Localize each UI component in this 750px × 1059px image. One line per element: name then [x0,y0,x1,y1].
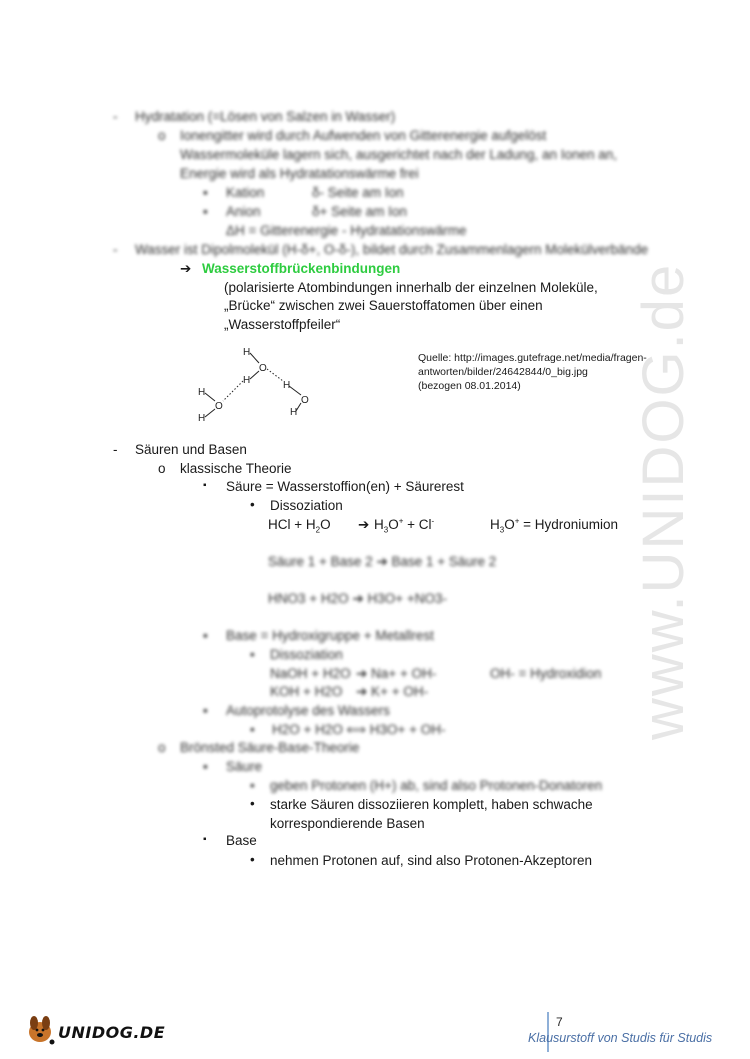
blurred-bullet: ▪ [203,759,208,774]
paw-icon [50,1040,55,1045]
strong-acids-line-1: starke Säuren dissoziieren komplett, haben schwache [270,797,593,812]
logo-text: UNIDOG.DE [58,1023,166,1042]
arrow-icon: ➔ [180,261,192,276]
blurred-mid-8: H2O + H2O ⟺ H3O+ + OH- [272,722,446,737]
blurred-bullet: - [113,109,118,124]
hbond-desc-2: „Brücke“ zwischen zwei Sauerstoffatomen über einen [224,298,543,313]
blurred-line-5a: Kation [226,185,265,200]
bond-line [205,409,215,417]
atom-o: O [259,363,267,374]
circle-bullet: o [158,461,166,476]
equation-left: HCl + $H_2O$ [268,517,331,535]
watermark: www.UNIDOG.de [631,262,696,740]
blurred-bullet: ▪ [203,703,208,718]
atom-h: H [243,347,251,358]
atom-h: H [198,413,206,424]
blurred-mid-2: HNO3 + H2O ➔ H3O+ +NO3- [268,591,447,606]
source-line-1: Quelle: http://images.gutefrage.net/media/fragen- [418,352,647,364]
footer-slogan: Klausurstoff von Studis für Studis [528,1031,713,1045]
blurred-mid-1: Säure 1 + Base 2 ➔ Base 1 + Säure 2 [268,554,497,569]
hbond-desc-1: (polarisierte Atombindungen innerhalb der einzelnen Moleküle, [224,280,598,295]
blurred-mid-9: Brönsted Säure-Base-Theorie [180,740,360,755]
blurred-bullet: ▪ [203,185,208,200]
blurred-bullet: ▪ [203,204,208,219]
blurred-mid-7: Autoprotolyse des Wassers [226,703,390,718]
equation-right: $H_3O^+ + Cl^-$ [374,516,435,535]
blurred-bullet: o [158,128,166,143]
hbond-title: Wasserstoffbrückenbindungen [202,261,401,276]
dot-bullet: • [250,852,255,867]
strong-acids-line-2: korrespondierende Basen [270,816,425,831]
square-bullet: ▪ [203,480,207,491]
hbond-dotted-line [223,381,243,401]
source-line-3: (bezogen 08.01.2014) [418,380,521,392]
dash-bullet: - [113,442,118,457]
hbond-dotted-line [267,369,283,381]
blurred-bullet: • [250,778,255,793]
hbond-desc-3: „Wasserstoffpfeiler“ [224,317,341,332]
blurred-line-2: Ionengitter wird durch Aufwenden von Gitterenergie aufgelöst [180,128,547,143]
blurred-line-7: ΔH = Gitterenergie - Hydratationswärme [226,223,467,238]
dot-bullet: • [250,497,255,512]
blurred-line-6b: δ+ Seite am Ion [312,204,407,219]
equation-arrow: ➔ [358,517,370,532]
blurred-bullet: o [158,740,166,755]
blurred-mid-11: geben Protonen (H+) ab, sind also Protonen-Donatoren [270,778,603,793]
atom-o: O [301,395,309,406]
bond-line [289,386,301,395]
bond-line [205,393,215,401]
blurred-bullet: • [250,722,255,737]
blurred-mid-4: Dissoziation [270,647,343,662]
bond-line [250,353,259,363]
blurred-mid-5c: OH- = Hydroxidion [490,666,602,681]
blurred-mid-6b: ➔ K+ + OH- [356,684,429,699]
blurred-line-4: Energie wird als Hydratationswärme frei [180,166,419,181]
square-bullet: ▪ [203,834,207,845]
blurred-mid-5b: ➔ Na+ + OH- [356,666,437,681]
blurred-line-6a: Anion [226,204,261,219]
atom-h: H [290,407,298,418]
source-line-2: antworten/bilder/24642844/0_big.jpg [418,366,588,378]
base-definition: nehmen Protonen auf, sind also Protonen-Akzeptoren [270,853,592,868]
water-hbond-diagram [195,343,325,428]
blurred-line-1: Hydratation (=Lösen von Salzen in Wasser) [135,109,396,124]
hydronium-definition: $H_3O^+$ = Hydroniumion [490,516,619,535]
atom-h: H [283,380,291,391]
atom-h: H [198,387,206,398]
page-number: 7 [556,1015,563,1029]
atom-o: O [215,401,223,412]
dissociation-label: Dissoziation [270,498,343,513]
blurred-bullet: ▪ [203,628,208,643]
blurred-mid-5a: NaOH + H2O [270,666,351,681]
blurred-bullet: - [113,242,118,257]
blurred-line-8: Wasser ist Dipolmolekül (H-δ+, O-δ-), bildet durch Zusammenlagern Molekülverbände [135,242,649,257]
blurred-mid-3: Base = Hydroxigruppe + Metallrest [226,628,434,643]
classic-theory: klassische Theorie [180,461,292,476]
bond-line [250,371,259,379]
acids-heading: Säuren und Basen [135,442,247,457]
blurred-line-5b: δ- Seite am Ion [312,185,404,200]
blurred-bullet: • [250,647,255,662]
acid-definition: Säure = Wasserstoffion(en) + Säurerest [226,479,464,494]
blurred-mid-10: Säure [226,759,263,774]
blurred-mid-6a: KOH + H2O [270,684,343,699]
base-label: Base [226,833,257,848]
dot-bullet: • [250,796,255,811]
atom-h: H [243,375,251,386]
blurred-line-3: Wassermoleküle lagern sich, ausgerichtet nach der Ladung, an Ionen an, [180,147,618,162]
